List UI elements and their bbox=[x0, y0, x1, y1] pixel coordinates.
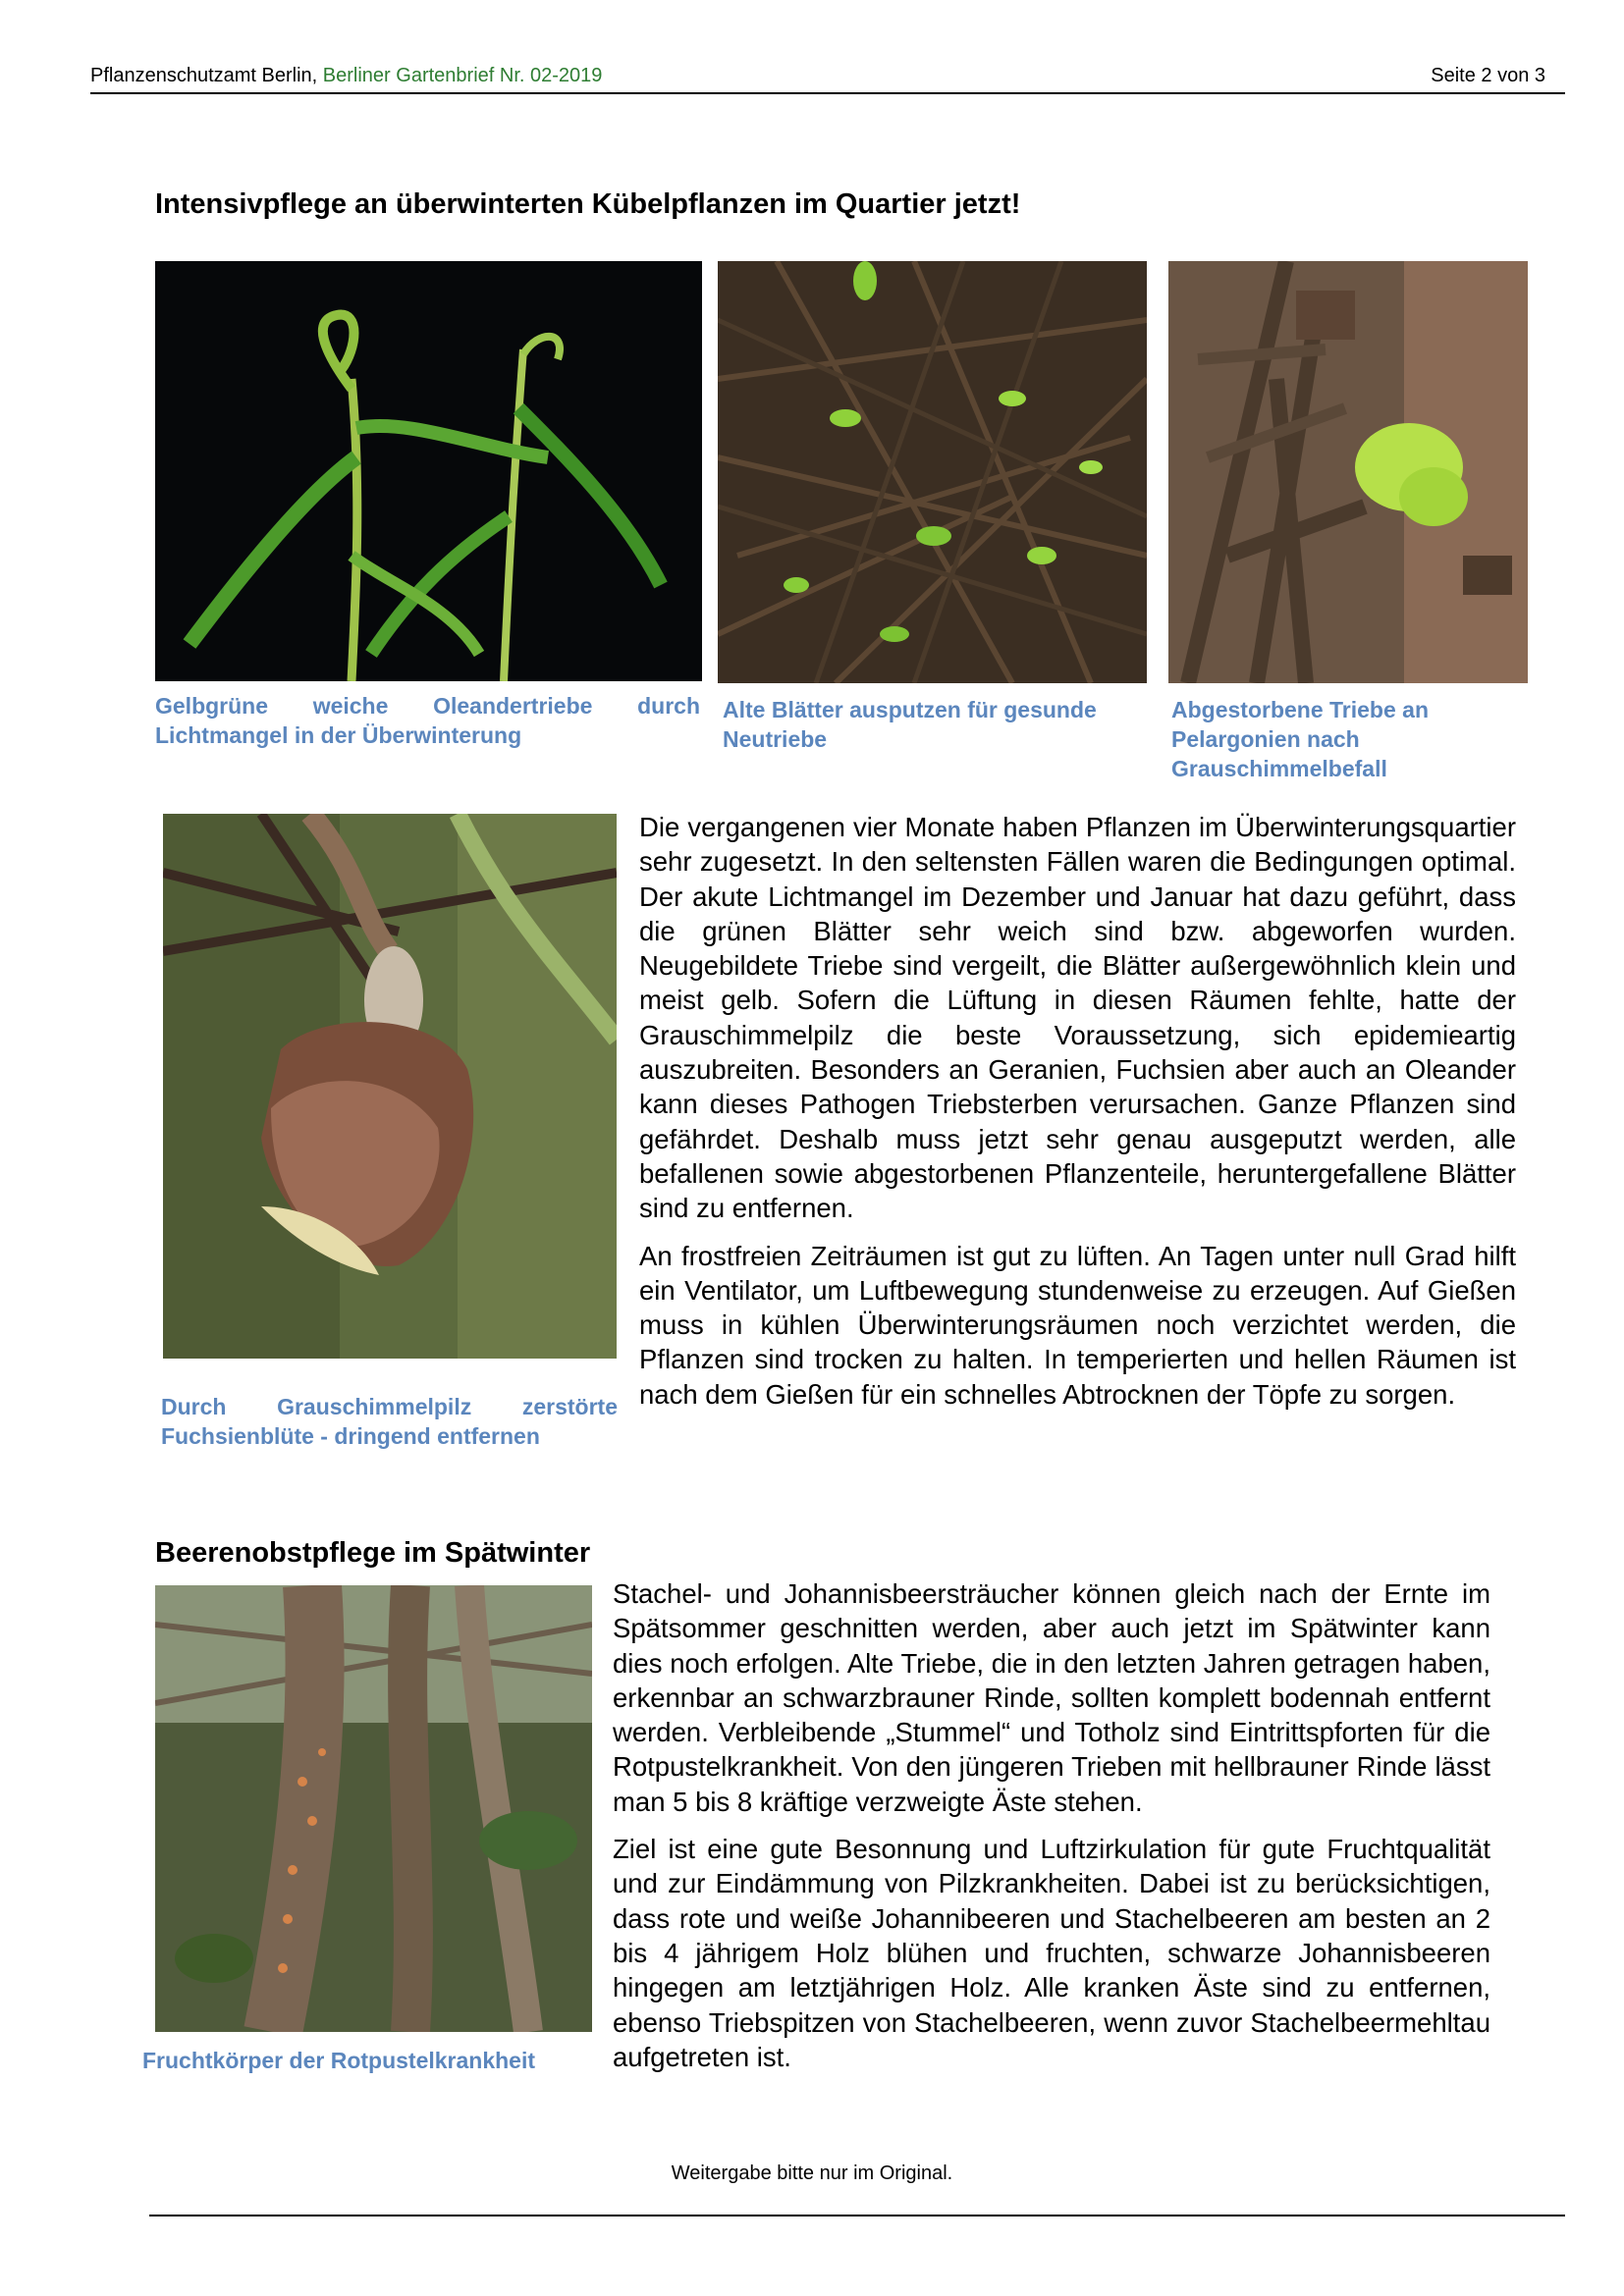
caption-oleander: Gelbgrüne weiche Oleandertriebe durch Lichtmangel in der Überwinterung bbox=[155, 693, 700, 748]
section2-body bbox=[613, 1576, 1490, 2074]
section1-body bbox=[639, 810, 1516, 1412]
photo-old-leaves bbox=[718, 261, 1147, 683]
caption-old-leaves: Alte Blätter ausputzen für gesunde Neutriebe bbox=[723, 697, 1097, 752]
photo-pelargonium-shoots bbox=[1168, 261, 1528, 683]
paragraph: Ziel ist eine gute Besonnung und Luftzirkulation für gute Fruchtqualität und zur Eindämmung von Pilzkrankheiten. Dabei ist zu berücksichtigen, dass rote und weiße Johannibeeren und Stachelbeeren am besten an 2 bis 4 jährigem Holz blühen und fruchten, schwarze Johannisbeeren hingegen am letztjährigen Holz. Alle kranken Äste sind zu entfernen, ebenso Triebspitzen von Stachelbeeren, wenn zuvor Stachelbeermehltau aufgetreten ist. bbox=[613, 1834, 1490, 2072]
running-header bbox=[90, 65, 602, 87]
footer-note: Weitergabe bitte nur im Original. bbox=[671, 2163, 953, 2184]
paragraph: Die vergangenen vier Monate haben Pflanzen im Überwinterungsquartier sehr zugesetzt. In den seltensten Fällen waren die Bedingungen optimal. Der akute Lichtmangel im Dezember und Januar hat dazu geführt, dass die grünen Blätter sehr weich sind bzw. abgeworfen wurden. Neugebildete Triebe sind vergeilt, die Blätter außergewöhnlich klein und meist gelb. Sofern die Lüftung in diesen Räumen fehlte, hatte der Grauschimmelpilz die beste Voraussetzung, sich epidemieartig auszubreiten. Besonders an Geranien, Fuchsien aber auch an Oleander kann dieses Pathogen Triebsterben verursachen. Ganze Pflanzen sind gefährdet. Deshalb muss jetzt sehr genau ausgeputzt werden, alle befallenen sowie abgestorbenen Pflanzenteile, heruntergefallene Blätter sind zu entfernen. bbox=[639, 812, 1516, 1224]
header-rule bbox=[90, 92, 1565, 94]
photo-rotpustel bbox=[155, 1585, 592, 2032]
photo-oleander-shoots bbox=[155, 261, 702, 681]
caption-fuchsia: Durch Grauschimmelpilz zerstörte Fuchsienblüte - dringend entfernen bbox=[161, 1394, 618, 1449]
photo-fuchsia-flower bbox=[163, 814, 617, 1359]
footer-rule bbox=[149, 2215, 1565, 2216]
section-title-beerenobst: Beerenobstpflege im Spätwinter bbox=[155, 1537, 591, 1569]
header-org: Pflanzenschutzamt Berlin, bbox=[90, 65, 318, 86]
paragraph: An frostfreien Zeiträumen ist gut zu lüften. An Tagen unter null Grad hilft ein Ventilator, um Luftbewegung stundenweise zu erzeugen. Auf Gießen muss in kühlen Überwinterungsräumen noch verzichtet werden, die Pflanzen sind trocken zu halten. In temperierten und hellen Räumen ist nach dem Gießen für ein schnelles Abtrocknen der Töpfe zu sorgen. bbox=[639, 1240, 1516, 1410]
header-publication: Berliner Gartenbrief Nr. 02-2019 bbox=[322, 65, 603, 86]
page-number: Seite 2 von 3 bbox=[1431, 65, 1545, 86]
paragraph: Stachel- und Johannisbeersträucher können gleich nach der Ernte im Spätsommer geschnitten werden, aber auch jetzt im Spätwinter kann dies noch erfolgen. Alte Triebe, die in den letzten Jahren getragen haben, erkennbar an schwarzbrauner Rinde, sollten komplett bodennah entfernt werden. Verbleibende „Stummel“ und Totholz sind Eintrittspforten für die Rotpustelkrankheit. Von den jüngeren Trieben mit hellbrauner Rinde lässt man 5 bis 8 kräftige verzweigte Äste stehen. bbox=[613, 1578, 1490, 1817]
caption-rotpustel: Fruchtkörper der Rotpustelkrankheit bbox=[142, 2048, 536, 2073]
caption-pelargonium: Abgestorbene Triebe an Pelargonien nach Grauschimmelbefall bbox=[1171, 697, 1430, 781]
section-title-kuebelpflanzen: Intensivpflege an überwinterten Kübelpflanzen im Quartier jetzt! bbox=[155, 188, 1021, 220]
